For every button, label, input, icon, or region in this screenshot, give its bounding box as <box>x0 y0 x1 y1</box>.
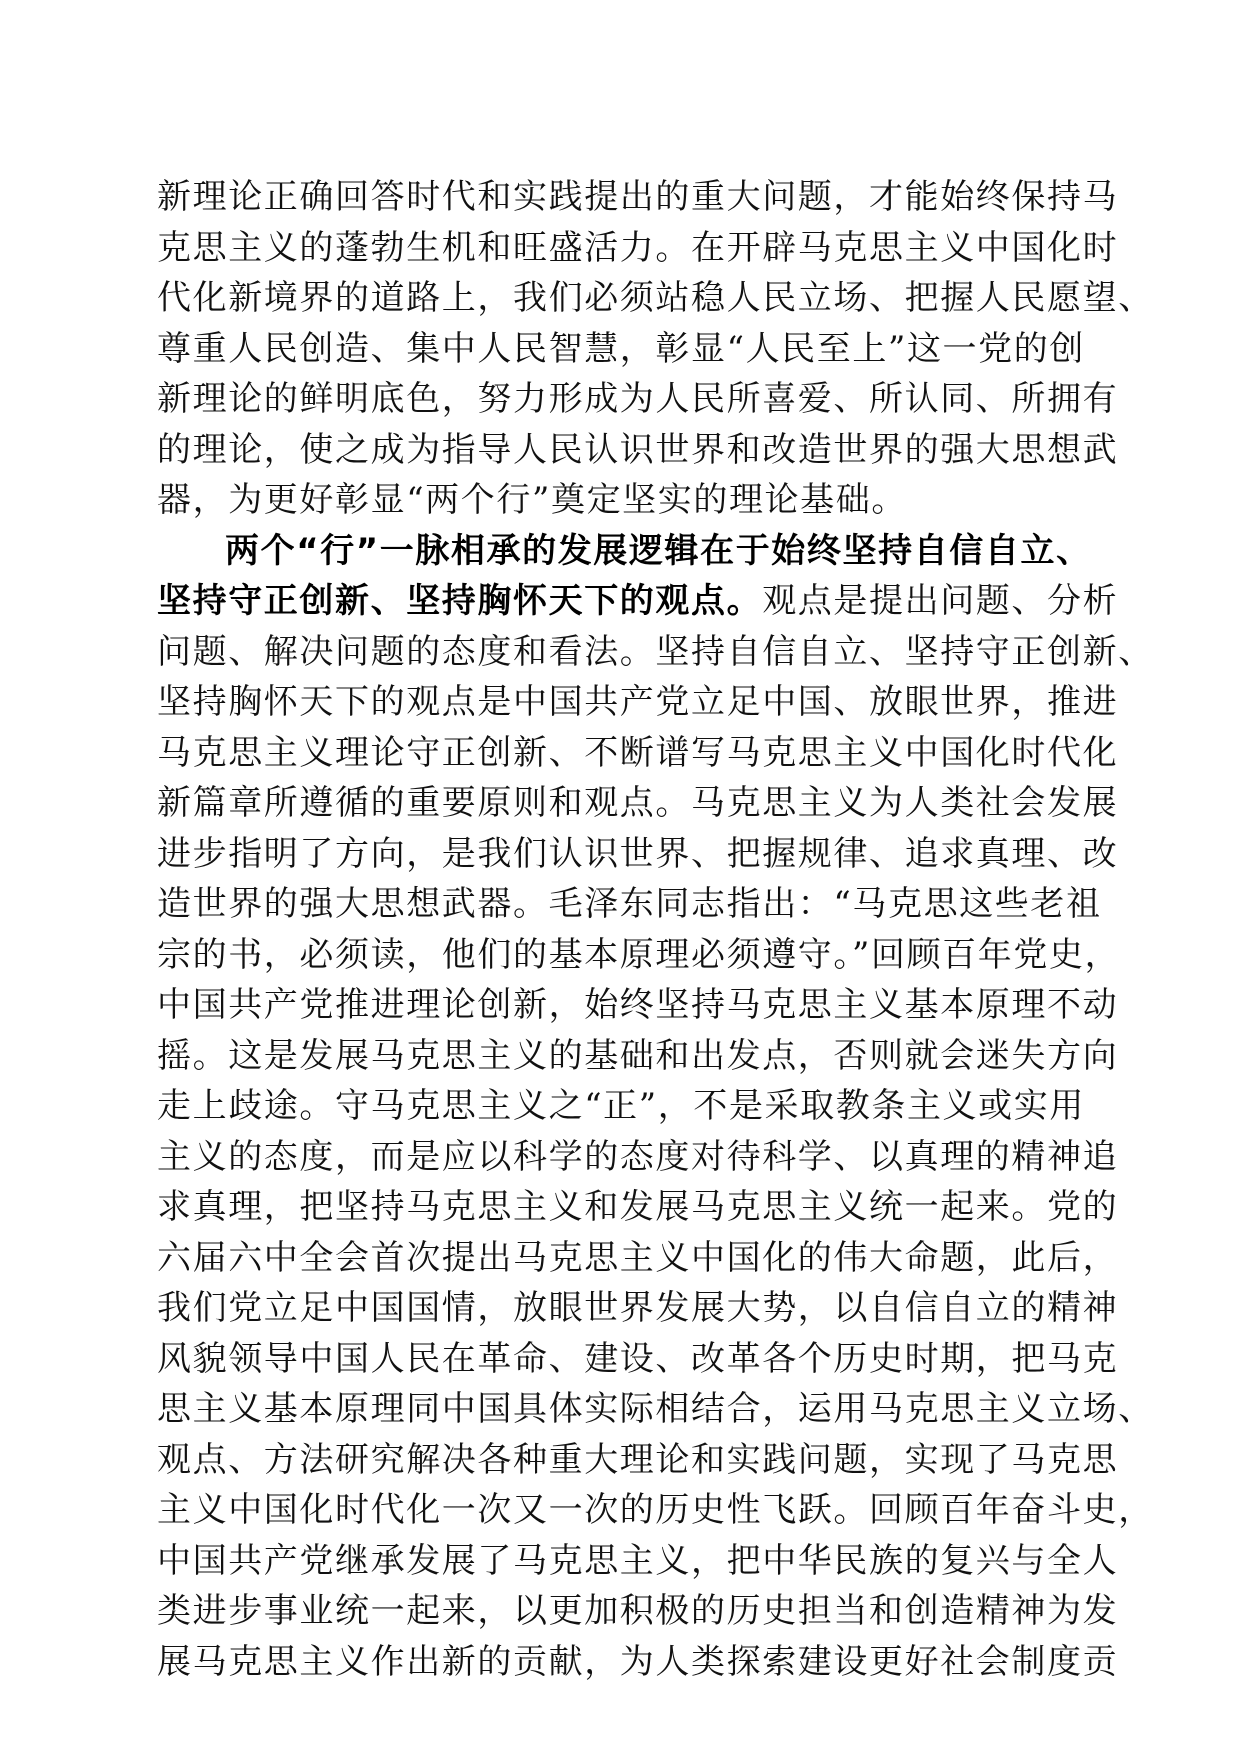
text-line: 新理论正确回答时代和实践提出的重大问题，才能始终保持马 <box>157 177 1119 217</box>
document-body <box>157 172 1154 1687</box>
text-line: 器，为更好彰显“两个行”奠定坚实的理论基础。 <box>157 480 907 520</box>
text-line: 马克思主义理论守正创新、不断谱写马克思主义中国化时代化 <box>157 732 1119 773</box>
text-line: 中国共产党继承发展了马克思主义，把中华民族的复兴与全人 <box>157 1540 1119 1581</box>
text-line <box>157 576 1119 627</box>
text-line: 宗的书，必须读，他们的基本原理必须遵守。”回顾百年党史， <box>157 934 1121 975</box>
text-span: 观点是提出问题、分析 <box>762 581 1119 621</box>
text-line: 问题、解决问题的态度和看法。坚持自信自立、坚持守正创新、 <box>157 631 1154 672</box>
bold-heading: 坚持守正创新、坚持胸怀天下的观点。 <box>157 581 763 621</box>
text-line: 六届六中全会首次提出马克思主义中国化的伟大命题，此后， <box>157 1237 1119 1278</box>
text-line: 走上歧途。守马克思主义之“正”，不是采取教条主义或实用 <box>157 1086 1085 1126</box>
text-line: 主义中国化时代化一次又一次的历史性飞跃。回顾百年奋斗史， <box>157 1490 1154 1530</box>
text-line: 新理论的鲜明底色，努力形成为人民所喜爱、所认同、所拥有 <box>157 379 1119 419</box>
text-line: 代化新境界的道路上，我们必须站稳人民立场、把握人民愿望、 <box>157 278 1154 318</box>
text-line: 思主义基本原理同中国具体实际相结合，运用马克思主义立场、 <box>157 1389 1154 1429</box>
text-line: 类进步事业统一起来，以更加积极的历史担当和创造精神为发 <box>157 1591 1119 1631</box>
text-line: 主义的态度，而是应以科学的态度对待科学、以真理的精神追 <box>157 1136 1119 1177</box>
bold-heading: 两个“行”一脉相承的发展逻辑在于始终坚持自信自立、 <box>225 530 1092 571</box>
text-line: 中国共产党推进理论创新，始终坚持马克思主义基本原理不动 <box>157 985 1119 1025</box>
text-line: 尊重人民创造、集中人民智慧，彰显“人民至上”这一党的创 <box>157 328 1085 369</box>
text-line: 风貌领导中国人民在革命、建设、改革各个历史时期，把马克 <box>157 1338 1119 1379</box>
text-line: 新篇章所遵循的重要原则和观点。马克思主义为人类社会发展 <box>157 783 1119 823</box>
text-line: 求真理，把坚持马克思主义和发展马克思主义统一起来。党的 <box>157 1187 1119 1227</box>
text-line: 进步指明了方向，是我们认识世界、把握规律、追求真理、改 <box>157 833 1119 874</box>
text-line: 摇。这是发展马克思主义的基础和出发点，否则就会迷失方向 <box>157 1035 1119 1076</box>
text-line: 的理论，使之成为指导人民认识世界和改造世界的强大思想武 <box>157 429 1119 470</box>
text-line <box>157 526 1092 577</box>
text-line: 观点、方法研究解决各种重大理论和实践问题，实现了马克思 <box>157 1439 1119 1480</box>
text-line: 展马克思主义作出新的贡献，为人类探索建设更好社会制度贡 <box>157 1641 1119 1682</box>
text-line: 我们党立足中国国情，放眼世界发展大势，以自信自立的精神 <box>157 1288 1119 1328</box>
text-line: 造世界的强大思想武器。毛泽东同志指出：“马克思这些老祖 <box>157 884 1102 924</box>
text-line: 坚持胸怀天下的观点是中国共产党立足中国、放眼世界，推进 <box>157 682 1119 722</box>
paragraph-2 <box>157 526 1154 1688</box>
text-line: 克思主义的蓬勃生机和旺盛活力。在开辟马克思主义中国化时 <box>157 227 1119 268</box>
paragraph-1 <box>157 172 1154 526</box>
